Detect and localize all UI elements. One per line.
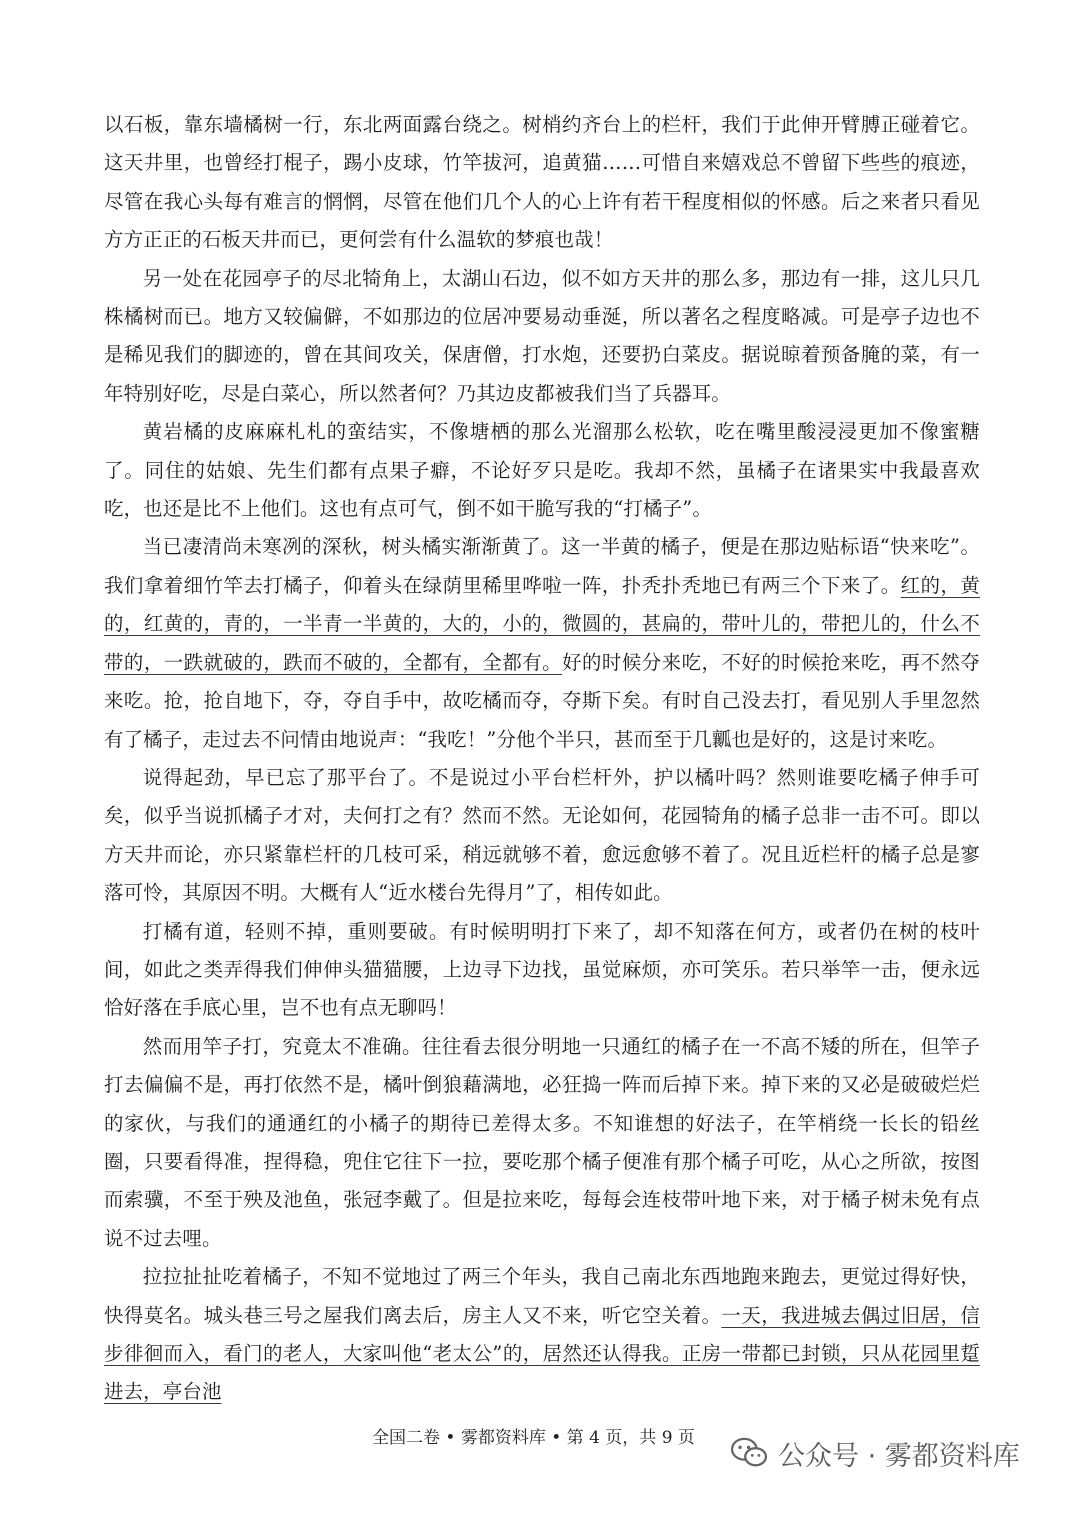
wechat-icon	[730, 1437, 768, 1469]
paragraph-text: 说得起劲，早已忘了那平台了。不是说过小平台栏杆外，护以橘叶吗？然则谁要吃橘子伸手可矣，似乎当说抓橘子才对，夫何打之有？然而不然。无论如何，花园犄角的橘子总非一击不可。即以方天井而论，亦只紧靠栏杆的几枝可采，稍远就够不着，愈远愈够不着了。况且近栏杆的橘子总是寥落可怜，其原因不明。大概有人“近水楼台先得月”了，相传如此。	[104, 765, 980, 905]
paragraph-text: 拉拉扯扯吃着橘子，不知不觉地过了两三个年头，我自己南北东西地跑来跑去，更觉过得好快，快得莫名。城头巷三号之屋我们离去后，房主人又不来，听它空关着。	[104, 1265, 980, 1327]
paragraph	[104, 528, 980, 758]
paragraph	[104, 413, 980, 528]
paragraph	[104, 260, 980, 414]
paragraph-text: 黄岩橘的皮麻麻札札的蛮结实，不像塘栖的那么光溜那么松软，吃在嘴里酸浸浸更加不像蜜糖了。同住的姑娘、先生们都有点果子癖，不论好歹只是吃。我却不然，虽橘子在诸果实中我最喜欢吃，也还是比不上他们。这也有点可气，倒不如干脆写我的“打橘子”。	[104, 420, 980, 521]
underlined-text: 红的，黄的，红黄的，青的，一半青一半黄的，大的，小的，微圆的，甚扁的，带叶儿的，带把儿的，什么不带的，一跌就破的，跌而不破的，全都有，全都有。	[104, 573, 980, 674]
paragraph-text: 好的时候分来吃，不好的时候抢来吃，再不然夺来吃。抢，抢自地下，夺，夺自手中，故吃橘而夺，夺斯下矣。有时自己没去打，看见别人手里忽然有了橘子，走过去不问情由地说声：“我吃！”分他个半只，甚而至于几瓤也是好的，这是讨来吃。	[104, 650, 980, 751]
underlined-text: 一天，我进城去偶过旧居，信步徘徊而入，看门的老人，大家叫他“老太公”的，居然还认得我。正房一带都已封锁，只从花园里踅进去，亭台池	[104, 1303, 980, 1404]
paragraph	[104, 913, 980, 1028]
paragraph-text: 当已凄清尚未寒冽的深秋，树头橘实渐渐黄了。这一半黄的橘子，便是在那边贴标语“快来吃”。我们拿着细竹竿去打橘子，仰着头在绿荫里稀里哗啦一阵，扑秃扑秃地已有两三个下来了。	[104, 535, 980, 597]
watermark	[730, 1430, 1020, 1476]
paragraph-text: 然而用竿子打，究竟太不准确。往往看去很分明地一只通红的橘子在一不高不矮的所在，但竿子打去偏偏不是，再打依然不是，橘叶倒狼藉满地，必狂捣一阵而后掉下来。掉下来的又必是破破烂烂的家伙，与我们的通通红的小橘子的期待已差得太多。不知谁想的好法子，在竿梢绕一长长的铅丝圈，只要看得准，捏得稳，兜住它往下一拉，要吃那个橘子便准有那个橘子可吃，从心之所欲，按图而索骥，不至于殃及池鱼，张冠李戴了。但是拉来吃，每每会连枝带叶地下来，对于橘子树未免有点说不过去哩。	[104, 1034, 980, 1250]
paragraph-text: 以石板，靠东墙橘树一行，东北两面露台绕之。树梢约齐台上的栏杆，我们于此伸开臂膊正碰着它。这天井里，也曾经打棍子，踢小皮球，竹竿拔河，追黄猫……可惜自来嬉戏总不曾留下些些的痕迹，尽管在我心头每有难言的惘惘，尽管在他们几个人的心上许有若干程度相似的怀感。后之来者只看见方方正正的石板天井而已，更何尝有什么温软的梦痕也哉！	[104, 113, 980, 252]
paragraph	[104, 106, 980, 260]
paragraph-text: 另一处在花园亭子的尽北犄角上，太湖山石边，似不如方天井的那么多，那边有一排，这儿只几株橘树而已。地方又较偏僻，不如那边的位居冲要易动垂涎，所以著名之程度略减。可是亭子边也不是稀见我们的脚迹的，曾在其间攻关，保唐僧，打水炮，还要扔白菜皮。据说晾着预备腌的菜，有一年特别好吃，尽是白菜心，所以然者何？乃其边皮都被我们当了兵器耳。	[104, 266, 980, 405]
paragraph-text: 打橘有道，轻则不掉，重则要破。有时候明明打下来了，却不知落在何方，或者仍在树的枝叶间，如此之类弄得我们伸伸头猫猫腰，上边寻下边找，虽觉麻烦，亦可笑乐。若只举竿一击，便永远恰好落在手底心里，岂不也有点无聊吗！	[104, 919, 980, 1020]
paragraph	[104, 1258, 980, 1412]
article-body	[104, 106, 980, 1412]
page-number-info: 全国二卷 • 雾都资料库 • 第 4 页，共 9 页	[372, 1428, 695, 1448]
paragraph	[104, 1028, 980, 1258]
watermark-text: 公众号 · 雾都资料库	[778, 1440, 1020, 1472]
paragraph	[104, 759, 980, 913]
